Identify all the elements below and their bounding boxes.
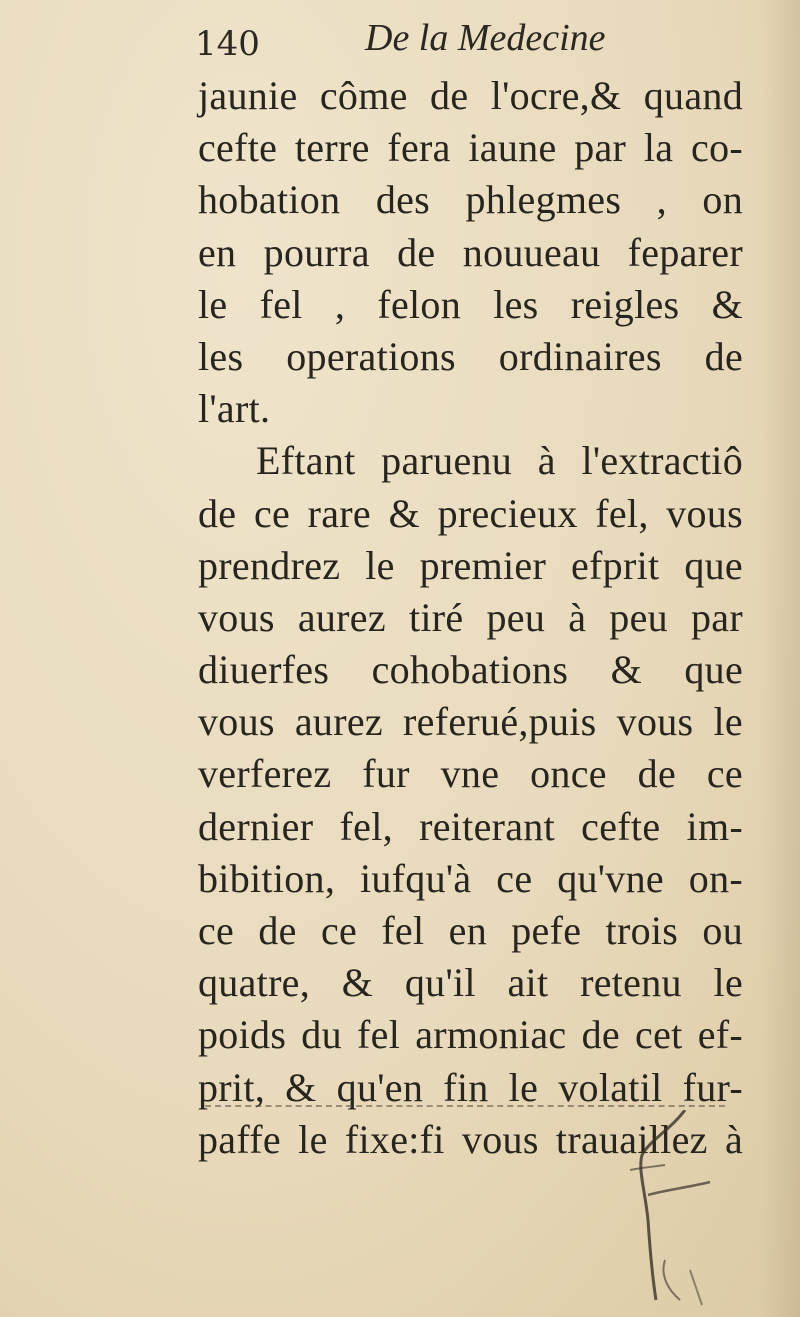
page-number: 140 bbox=[195, 24, 260, 64]
text-line: prendrez le premier efprit que bbox=[198, 542, 743, 588]
text-line: jaunie côme de l'ocre,& quand bbox=[198, 73, 743, 118]
text-line: quatre, & qu'il ait retenu le bbox=[198, 960, 743, 1006]
text-line: diuerfes cohobations & que bbox=[198, 647, 743, 693]
text-line: prit, & qu'en fin le volatil fur- bbox=[198, 1064, 743, 1110]
text-line: vous aurez referué,puis vous le bbox=[198, 699, 743, 745]
text-line: cefte terre fera iaune par la co- bbox=[198, 125, 743, 171]
text-line: ce de ce fel en pefe trois ou bbox=[198, 908, 743, 953]
text-line: paffe le fixe:fi vous trauaillez à bbox=[198, 1116, 743, 1162]
text-line: poids du fel armoniac de cet ef- bbox=[198, 1012, 743, 1058]
text-line: hobation des phlegmes , on bbox=[198, 177, 743, 223]
text-line: bibition, iufqu'à ce qu'vne on- bbox=[198, 855, 743, 901]
text-line: de ce rare & precieux fel, vous bbox=[198, 490, 743, 536]
bottom-rule bbox=[205, 1105, 725, 1107]
running-head bbox=[195, 10, 695, 70]
text-line: le fel , felon les reigles & bbox=[198, 281, 743, 327]
text-line: les operations ordinaires de bbox=[198, 333, 743, 379]
text-line: verferez fur vne once de ce bbox=[198, 751, 743, 797]
body-text bbox=[198, 70, 743, 1166]
running-title: De la Medecine bbox=[365, 17, 606, 59]
text-line: l'art. bbox=[198, 386, 271, 432]
text-line: en pourra de nouueau feparer bbox=[198, 229, 743, 275]
ink-flourish-mark bbox=[590, 1110, 750, 1310]
text-line: Eftant paruenu à l'extractiô bbox=[256, 438, 743, 484]
text-line: dernier fel, reiterant cefte im- bbox=[198, 803, 743, 849]
text-line: vous aurez tiré peu à peu par bbox=[198, 594, 743, 640]
